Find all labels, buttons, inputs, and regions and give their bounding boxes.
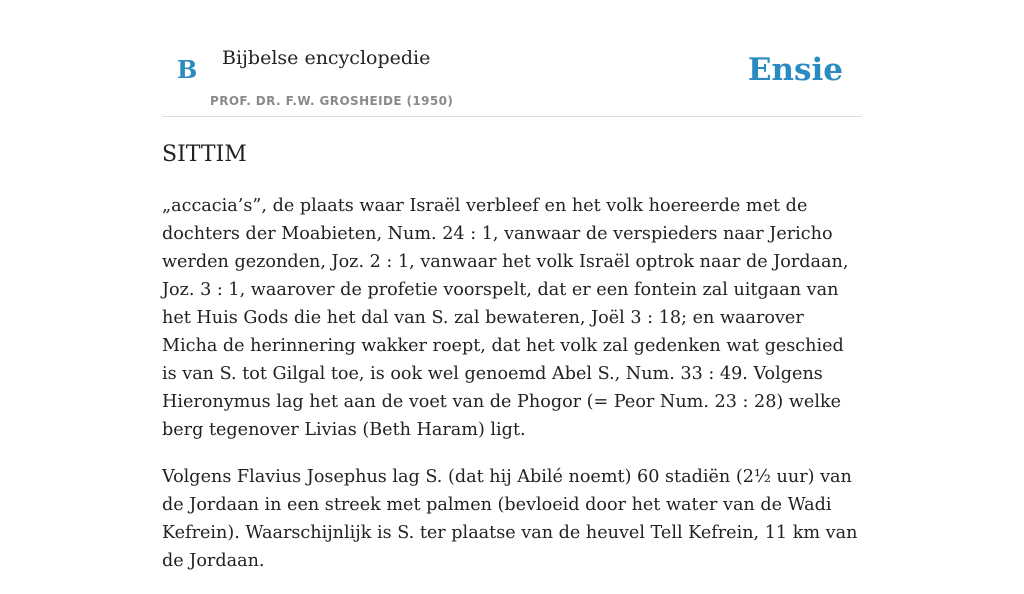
book-logo-icon: B — [177, 55, 198, 84]
entry-title: SITTIM — [162, 142, 247, 167]
book-author: PROF. DR. F.W. GROSHEIDE (1950) — [210, 94, 454, 108]
article-body — [162, 192, 862, 594]
brand-logo[interactable]: Ensie — [747, 52, 843, 88]
article-paragraph: Volgens Flavius Josephus lag S. (dat hij Abilé noemt) 60 stadiën (2½ uur) van de Jordaan in een streek met palmen (bevloeid door het water van de Wadi Kefrein). Waarschijnlijk is S. ter plaatse van de heuvel Tell Kefrein, 11 km van de Jordaan. — [162, 467, 858, 571]
book-title[interactable]: Bijbelse encyclopedie — [222, 47, 431, 69]
article-paragraph: „accacia’s”, de plaats waar Israël verbleef en het volk hoereerde met de dochters der Moabieten, Num. 24 : 1, vanwaar de verspieders naar Jericho werden gezonden, Joz. 2 : 1, vanwaar het volk Israël optrok naar de Jordaan, Joz. 3 : 1, waarover de profetie voorspelt, dat er een fontein zal uitgaan van het Huis Gods die het dal van S. zal bewateren, Joël 3 : 18; en waarover Micha de herinnering wakker roept, dat het volk zal gedenken wat geschied is van S. tot Gilgal toe, is ook wel genoemd Abel S., Num. 33 : 49. Volgens Hieronymus lag het aan de voet van de Phogor (= Peor Num. 23 : 28) welke berg tegenover Livias (Beth Haram) ligt. — [162, 196, 849, 440]
book-header — [162, 0, 862, 117]
